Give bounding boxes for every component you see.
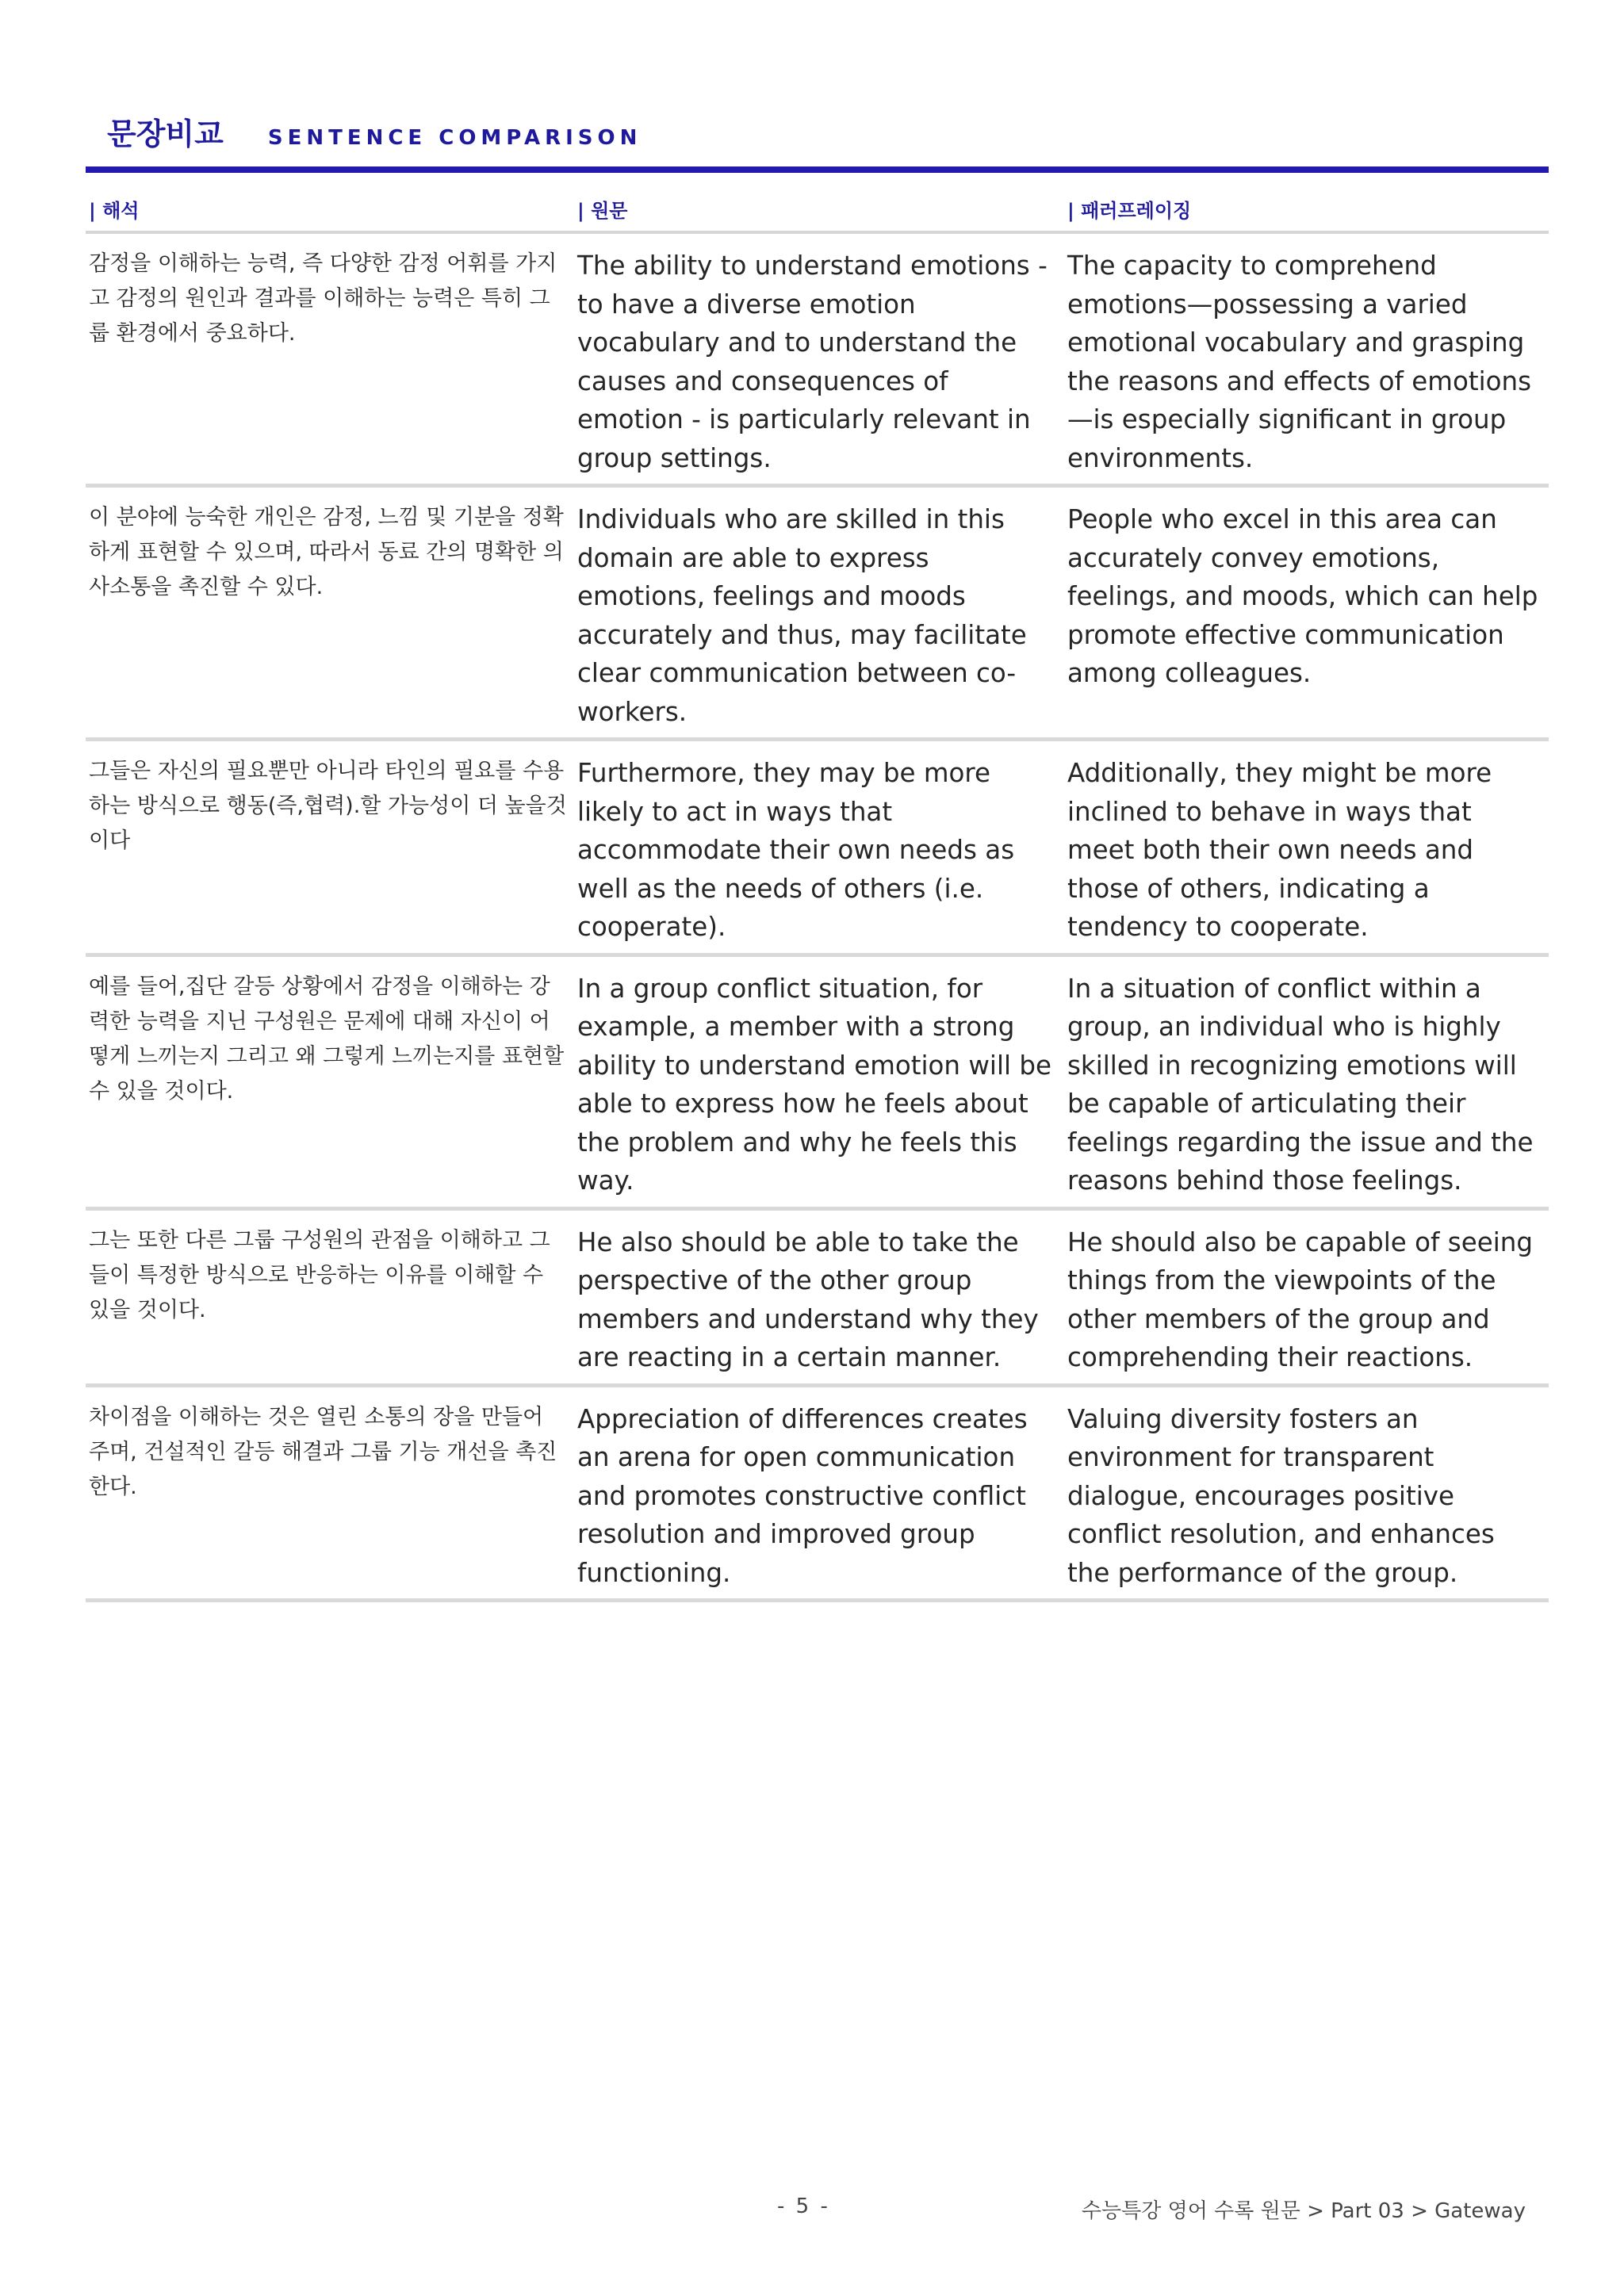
column-header-paraphrase: | 패러프레이징 [1064,190,1549,232]
original-cell: Individuals who are skilled in this domain are able to express emotions, feelings and moods accurately and thus, may facilitate clear communication between co-workers. [574,486,1064,740]
table-row [86,1208,1549,1385]
column-header-original: | 원문 [574,190,1064,232]
paraphrase-cell: People who excel in this area can accurately convey emotions, feelings, and moods, which can help promote effective communication among colleagues. [1064,486,1549,740]
paraphrase-cell: The capacity to comprehend emotions—possessing a varied emotional vocabulary and grasping the reasons and effects of emotions—is especially significant in group environments. [1064,232,1549,486]
translation-cell: 그들은 자신의 필요뿐만 아니라 타인의 필요를 수용하는 방식으로 행동(즉,협력).할 가능성이 더 높을것이다 [86,740,574,955]
table-row [86,955,1549,1208]
original-cell: The ability to understand emotions - to have a diverse emotion vocabulary and to understand the causes and consequences of emotion - is particularly relevant in group settings. [574,232,1064,486]
column-header-translation: | 해석 [86,190,574,232]
paraphrase-cell: Valuing diversity fosters an environment for transparent dialogue, encourages positive conflict resolution, and enhances the performance of the group. [1064,1385,1549,1601]
header-divider [86,166,1549,173]
paraphrase-cell: In a situation of conflict within a group, an individual who is highly skilled in recognizing emotions will be capable of articulating their feelings regarding the issue and the reasons behind those feelings. [1064,955,1549,1208]
original-cell: He also should be able to take the perspective of the other group members and understand why they are reacting in a certain manner. [574,1208,1064,1385]
translation-cell: 차이점을 이해하는 것은 열린 소통의 장을 만들어 주며, 건설적인 갈등 해결과 그룹 기능 개선을 촉진한다. [86,1385,574,1601]
original-cell: In a group conflict situation, for example, a member with a strong ability to understand emotion will be able to express how he feels about the problem and why he feels this way. [574,955,1064,1208]
translation-cell: 이 분야에 능숙한 개인은 감정, 느낌 및 기분을 정확하게 표현할 수 있으며, 따라서 동료 간의 명확한 의사소통을 촉진할 수 있다. [86,486,574,740]
table-row [86,486,1549,740]
translation-cell: 감정을 이해하는 능력, 즉 다양한 감정 어휘를 가지고 감정의 원인과 결과를 이해하는 능력은 특히 그룹 환경에서 중요하다. [86,232,574,486]
table-header-row [86,190,1549,232]
translation-cell: 예를 들어,집단 갈등 상황에서 감정을 이해하는 강력한 능력을 지닌 구성원은 문제에 대해 자신이 어떻게 느끼는지 그리고 왜 그렇게 느끼는지를 표현할 수 있을 것이다. [86,955,574,1208]
comparison-table [86,190,1549,1602]
table-row [86,1385,1549,1601]
page-number: - 5 - [777,2195,830,2218]
paraphrase-cell: He should also be capable of seeing things from the viewpoints of the other members of the group and comprehending their reactions. [1064,1208,1549,1385]
page-title: 문장비교 [107,117,224,151]
translation-cell: 그는 또한 다른 그룹 구성원의 관점을 이해하고 그들이 특정한 방식으로 반응하는 이유를 이해할 수 있을 것이다. [86,1208,574,1385]
page-subtitle: SENTENCE COMPARISON [267,126,642,150]
original-cell: Appreciation of differences creates an arena for open communication and promotes constructive conflict resolution and improved group functioning. [574,1385,1064,1601]
paraphrase-cell: Additionally, they might be more inclined to behave in ways that meet both their own needs and those of others, indicating a tendency to cooperate. [1064,740,1549,955]
breadcrumb: 수능특강 영어 수록 원문 > Part 03 > Gateway [1081,2199,1526,2223]
original-cell: Furthermore, they may be more likely to act in ways that accommodate their own needs as well as the needs of others (i.e. cooperate). [574,740,1064,955]
table-row [86,740,1549,955]
table-row [86,232,1549,486]
page-header [107,109,642,153]
